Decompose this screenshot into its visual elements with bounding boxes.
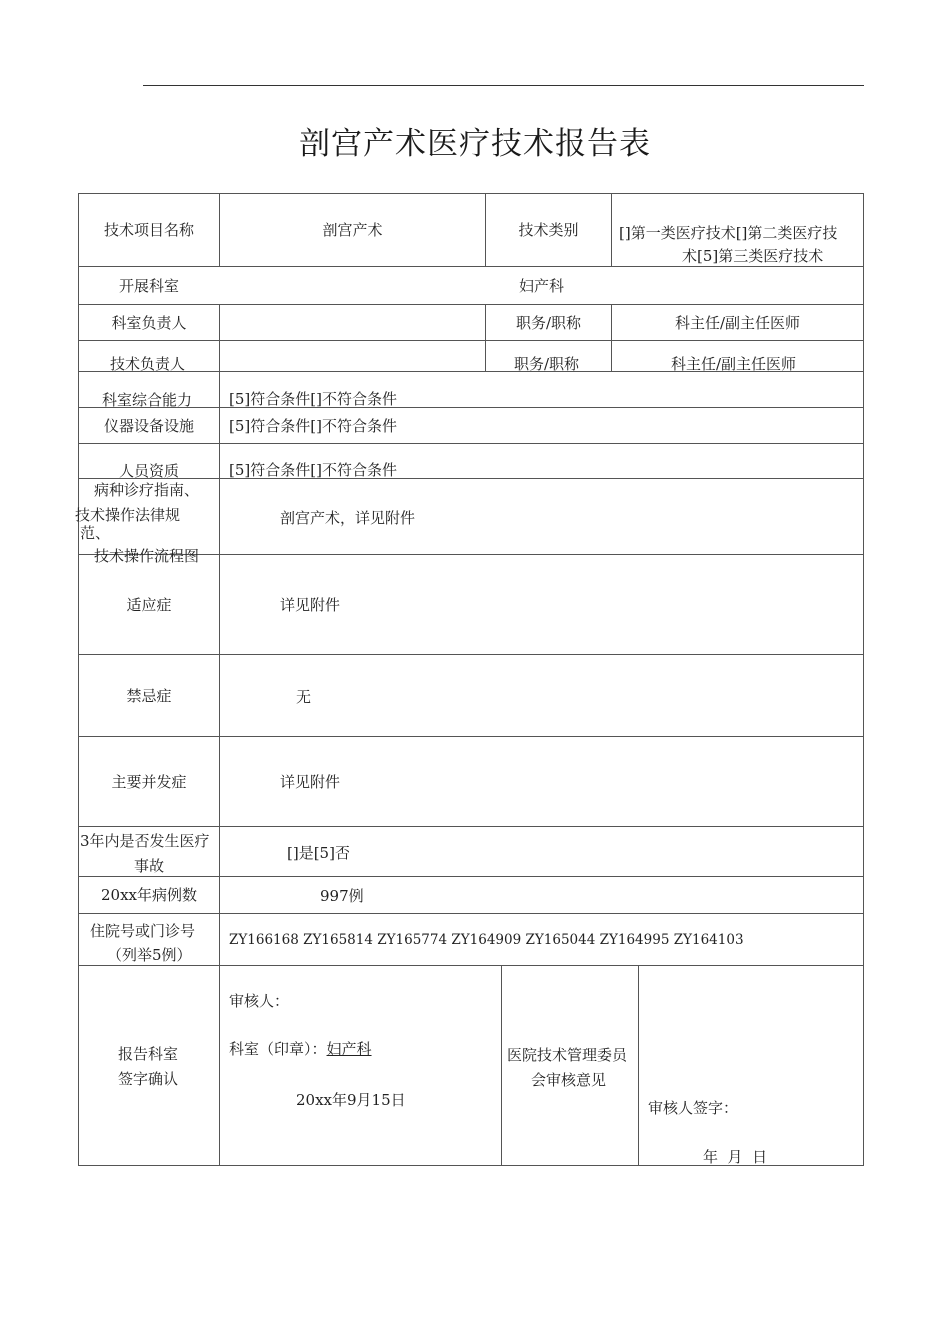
equipment-label: 仪器设备设施 bbox=[103, 416, 194, 435]
table-rule bbox=[638, 965, 639, 1165]
table-rule bbox=[611, 193, 612, 266]
guide-label-line2: 技术操作法律规 bbox=[75, 506, 181, 524]
contraindication-value: 无 bbox=[296, 688, 312, 706]
tech-name-value: 剖宫产术 bbox=[322, 221, 383, 239]
guide-value: 剖宫产术，详见附件 bbox=[280, 509, 416, 527]
equipment-value: [5]符合条件[]不符合条件 bbox=[229, 417, 397, 435]
table-rule bbox=[501, 965, 502, 1165]
dept-label: 开展科室 bbox=[118, 276, 179, 295]
staff-value: [5]符合条件[]不符合条件 bbox=[229, 461, 397, 479]
guide-label-line4: 技术操作流程图 bbox=[94, 547, 200, 565]
tech-head-label: 技术负责人 bbox=[110, 355, 186, 373]
accident-label-line2: 事故 bbox=[134, 857, 165, 875]
accident-label-line1: 3年内是否发生医疗 bbox=[80, 832, 210, 850]
sign-date: 年 月 日 bbox=[703, 1148, 768, 1166]
cases-value: 997例 bbox=[320, 887, 364, 905]
confirm-label-line1: 报告科室 bbox=[118, 1045, 179, 1063]
tech-head-title-value: 科主任/副主任医师 bbox=[671, 355, 797, 373]
guide-label bbox=[75, 479, 219, 565]
dept-seal-prefix: 科室（印章）： bbox=[229, 1040, 327, 1058]
confirm-label-line2: 签字确认 bbox=[118, 1070, 179, 1088]
dept-seal-value: 妇产科 bbox=[326, 1040, 372, 1058]
guide-label-line1: 病种诊疗指南、 bbox=[94, 481, 200, 499]
records-label-line2: （列举5例） bbox=[107, 946, 192, 964]
guide-label-line3: 范、 bbox=[80, 524, 111, 542]
table-rule bbox=[78, 826, 864, 827]
contraindication-label: 禁忌症 bbox=[126, 686, 172, 705]
capability-label: 科室综合能力 bbox=[102, 391, 193, 409]
staff-label: 人员资质 bbox=[119, 462, 180, 480]
reviewer-label: 审核人： bbox=[229, 992, 290, 1010]
tech-name-label: 技术项目名称 bbox=[103, 221, 194, 239]
dept-head-title-value: 科主任/副主任医师 bbox=[674, 313, 801, 332]
records-value: ZY166168 ZY165814 ZY165774 ZY164909 ZY165044 ZY164995 ZY164103 bbox=[229, 932, 744, 948]
table-rule bbox=[78, 443, 864, 444]
committee-label-line2: 会审核意见 bbox=[531, 1071, 607, 1089]
dept-head-label: 科室负责人 bbox=[111, 313, 187, 332]
capability-value: [5]符合条件[]不符合条件 bbox=[229, 390, 397, 408]
table-rule bbox=[78, 965, 864, 966]
table-rule bbox=[78, 340, 864, 341]
accident-value: []是[5]否 bbox=[287, 844, 350, 862]
table-rule bbox=[863, 193, 864, 1166]
tech-head-title-label: 职务/职称 bbox=[514, 355, 580, 373]
dept-value: 妇产科 bbox=[518, 276, 564, 295]
report-date: 20xx年9月15日 bbox=[296, 1091, 406, 1109]
committee-label-line1: 医院技术管理委员 bbox=[507, 1046, 628, 1064]
dept-seal bbox=[229, 1038, 372, 1060]
table-rule bbox=[78, 913, 864, 914]
reviewer-signature-label: 审核人签字： bbox=[648, 1099, 739, 1117]
tech-class-label: 技术类别 bbox=[518, 221, 579, 239]
table-rule bbox=[219, 304, 220, 1166]
records-label-line1: 住院号或门诊号 bbox=[90, 922, 196, 940]
indication-value: 详见附件 bbox=[280, 596, 341, 614]
indication-label: 适应症 bbox=[126, 595, 172, 614]
tech-class-value-line2: 术[5]第三类医疗技术 bbox=[682, 247, 824, 265]
complication-label: 主要并发症 bbox=[111, 772, 187, 791]
cases-label: 20xx年病例数 bbox=[100, 886, 197, 904]
top-rule bbox=[143, 85, 864, 86]
page-title: 剖宫产术医疗技术报告表 bbox=[299, 126, 651, 162]
tech-class-value-line1: []第一类医疗技术[]第二类医疗技 bbox=[619, 224, 838, 242]
complication-value: 详见附件 bbox=[280, 773, 341, 791]
dept-head-title-label: 职务/职称 bbox=[515, 313, 582, 332]
